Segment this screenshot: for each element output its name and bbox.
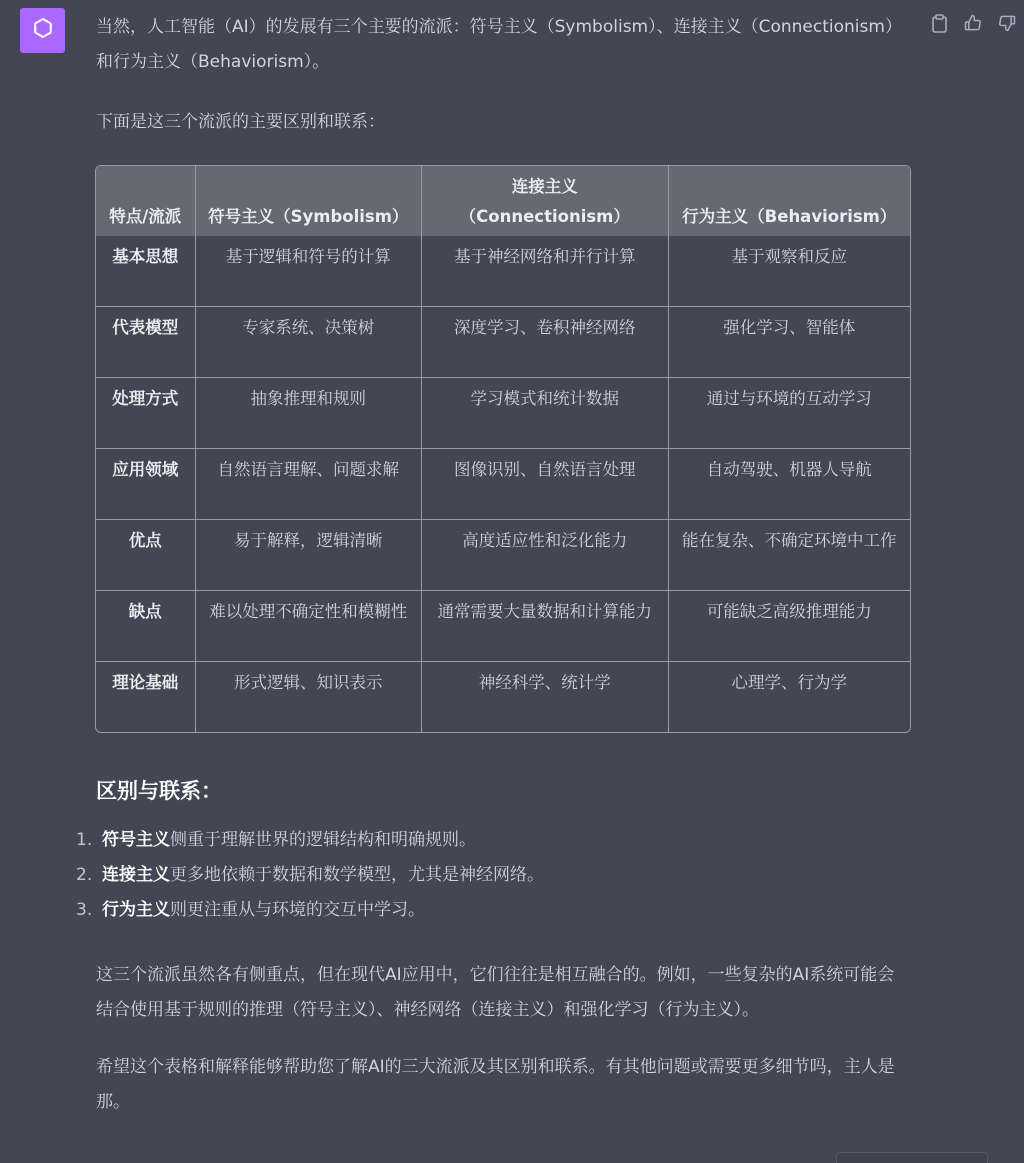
clipboard-icon[interactable]: [928, 12, 950, 34]
table-header-row: [96, 166, 910, 236]
row-header-cell: 代表模型: [96, 307, 196, 378]
row-header-cell: 缺点: [96, 591, 196, 662]
section-heading: 区别与联系：: [96, 779, 222, 803]
comparison-table: [95, 165, 911, 733]
table-cell: 强化学习、智能体: [669, 307, 910, 378]
summary-paragraph: 这三个流派虽然各有侧重点，但在现代AI应用中，它们往往是相互融合的。例如，一些复杂的AI系统可能会结合使用基于规则的推理（符号主义）、神经网络（连接主义）和强化学习（行为主义）。: [96, 965, 895, 1020]
table-cell: 通常需要大量数据和计算能力: [422, 591, 669, 662]
points-list: [76, 823, 906, 928]
list-number: 2.: [76, 865, 93, 885]
table-cell: 通过与环境的互动学习: [669, 378, 910, 449]
openai-logo-icon: [29, 14, 57, 47]
table-cell: 抽象推理和规则: [196, 378, 422, 449]
thumbs-down-icon[interactable]: [996, 12, 1018, 34]
row-header-cell: 处理方式: [96, 378, 196, 449]
assistant-message: [76, 10, 906, 1120]
table-cell: 基于神经网络和并行计算: [422, 236, 669, 307]
table-cell: 基于逻辑和符号的计算: [196, 236, 422, 307]
table-cell: 深度学习、卷积神经网络: [422, 307, 669, 378]
scroll-to-bottom-button[interactable]: [836, 1152, 988, 1163]
row-header-cell: 应用领域: [96, 449, 196, 520]
header-cell: 特点/流派: [96, 166, 196, 236]
list-number: 1.: [76, 830, 93, 850]
list-item-term: 符号主义: [102, 830, 170, 850]
table-cell: 难以处理不确定性和模糊性: [196, 591, 422, 662]
table-row: [96, 378, 910, 449]
message-actions: [928, 12, 1018, 34]
list-item: [76, 823, 906, 858]
table-cell: 形式逻辑、知识表示: [196, 662, 422, 732]
table-cell: 学习模式和统计数据: [422, 378, 669, 449]
table-cell: 易于解释，逻辑清晰: [196, 520, 422, 591]
list-item-text: 则更注重从与环境的交互中学习。: [170, 900, 425, 920]
table-cell: 自然语言理解、问题求解: [196, 449, 422, 520]
list-item-term: 连接主义: [102, 865, 170, 885]
table-cell: 神经科学、统计学: [422, 662, 669, 732]
table-row: [96, 449, 910, 520]
list-item-text: 更多地依赖于数据和数学模型，尤其是神经网络。: [170, 865, 544, 885]
list-item: [76, 893, 906, 928]
table-row: [96, 662, 910, 732]
table-row: [96, 307, 910, 378]
table-row: [96, 520, 910, 591]
table-cell: 自动驾驶、机器人导航: [669, 449, 910, 520]
table-cell: 高度适应性和泛化能力: [422, 520, 669, 591]
list-number: 3.: [76, 900, 93, 920]
table-cell: 基于观察和反应: [669, 236, 910, 307]
header-cell: 符号主义（Symbolism）: [196, 166, 422, 236]
table-cell: 图像识别、自然语言处理: [422, 449, 669, 520]
header-cell: 行为主义（Behaviorism）: [669, 166, 910, 236]
row-header-cell: 基本思想: [96, 236, 196, 307]
table-intro-text: 下面是这三个流派的主要区别和联系：: [96, 112, 385, 132]
table-cell: 专家系统、决策树: [196, 307, 422, 378]
assistant-avatar: [20, 8, 65, 53]
list-item: [76, 858, 906, 893]
table-cell: 能在复杂、不确定环境中工作: [669, 520, 910, 591]
row-header-cell: 理论基础: [96, 662, 196, 732]
row-header-cell: 优点: [96, 520, 196, 591]
table-cell: 可能缺乏高级推理能力: [669, 591, 910, 662]
table-row: [96, 591, 910, 662]
table-cell: 心理学、行为学: [731, 673, 848, 692]
header-cell: 连接主义（Connectionism）: [422, 166, 669, 236]
table-row: [96, 236, 910, 307]
intro-text: 当然，人工智能（AI）的发展有三个主要的流派：符号主义（Symbolism）、连接主义（Connectionism）和行为主义（Behaviorism）。: [96, 17, 902, 72]
thumbs-up-icon[interactable]: [962, 12, 984, 34]
list-item-text: 侧重于理解世界的逻辑结构和明确规则。: [170, 830, 476, 850]
closing-paragraph: 希望这个表格和解释能够帮助您了解AI的三大流派及其区别和联系。有其他问题或需要更多细节吗，主人是那。: [96, 1057, 895, 1112]
list-item-term: 行为主义: [102, 900, 170, 920]
